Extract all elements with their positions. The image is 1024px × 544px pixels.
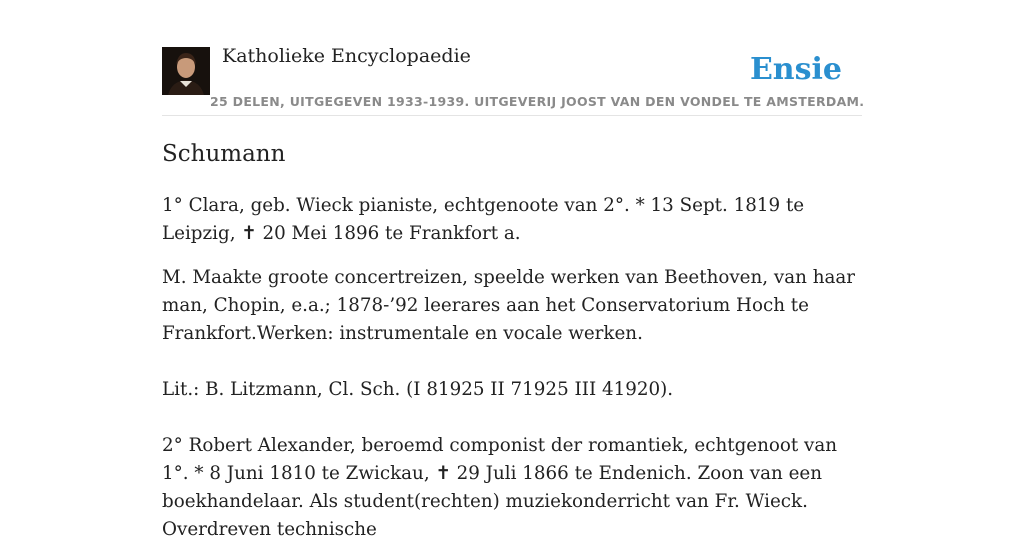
publication-subtitle: 25 DELEN, UITGEGEVEN 1933-1939. UITGEVERIJ JOOST VAN DEN VONDEL TE AMSTERDAM. — [210, 94, 865, 109]
article-paragraph: 1° Clara, geb. Wieck pianiste, echtgenoote van 2°. * 13 Sept. 1819 te Leipzig, ✝ 20 Mei 1896 te Frankfort a. — [162, 195, 805, 244]
publication-avatar-icon[interactable] — [162, 47, 210, 95]
article-paragraph: Lit.: B. Litzmann, Cl. Sch. (I 81925 II 71925 III 41920). — [162, 379, 674, 400]
article-title: Schumann — [162, 141, 286, 167]
publication-title[interactable]: Katholieke Encyclopaedie — [222, 45, 471, 67]
article-paragraph: M. Maakte groote concertreizen, speelde werken van Beethoven, van haar man, Chopin, e.a.; 1878-’92 leerares aan het Conservatorium Hoch te Frankfort.Werken: instrumentale en vocale werken. — [162, 267, 856, 344]
portrait-icon — [162, 47, 210, 95]
publication-header — [162, 40, 865, 116]
ensie-logo-link[interactable]: Ensie — [749, 52, 842, 87]
article — [162, 138, 862, 544]
article-paragraph: 2° Robert Alexander, beroemd componist der romantiek, echtgenoot van 1°. * 8 Juni 1810 te Zwickau, ✝ 29 Juli 1866 te Endenich. Zoon van een boekhandelaar. Als student(rechten) muziekonderricht van Fr. Wieck. Overdreven technische — [162, 435, 838, 540]
